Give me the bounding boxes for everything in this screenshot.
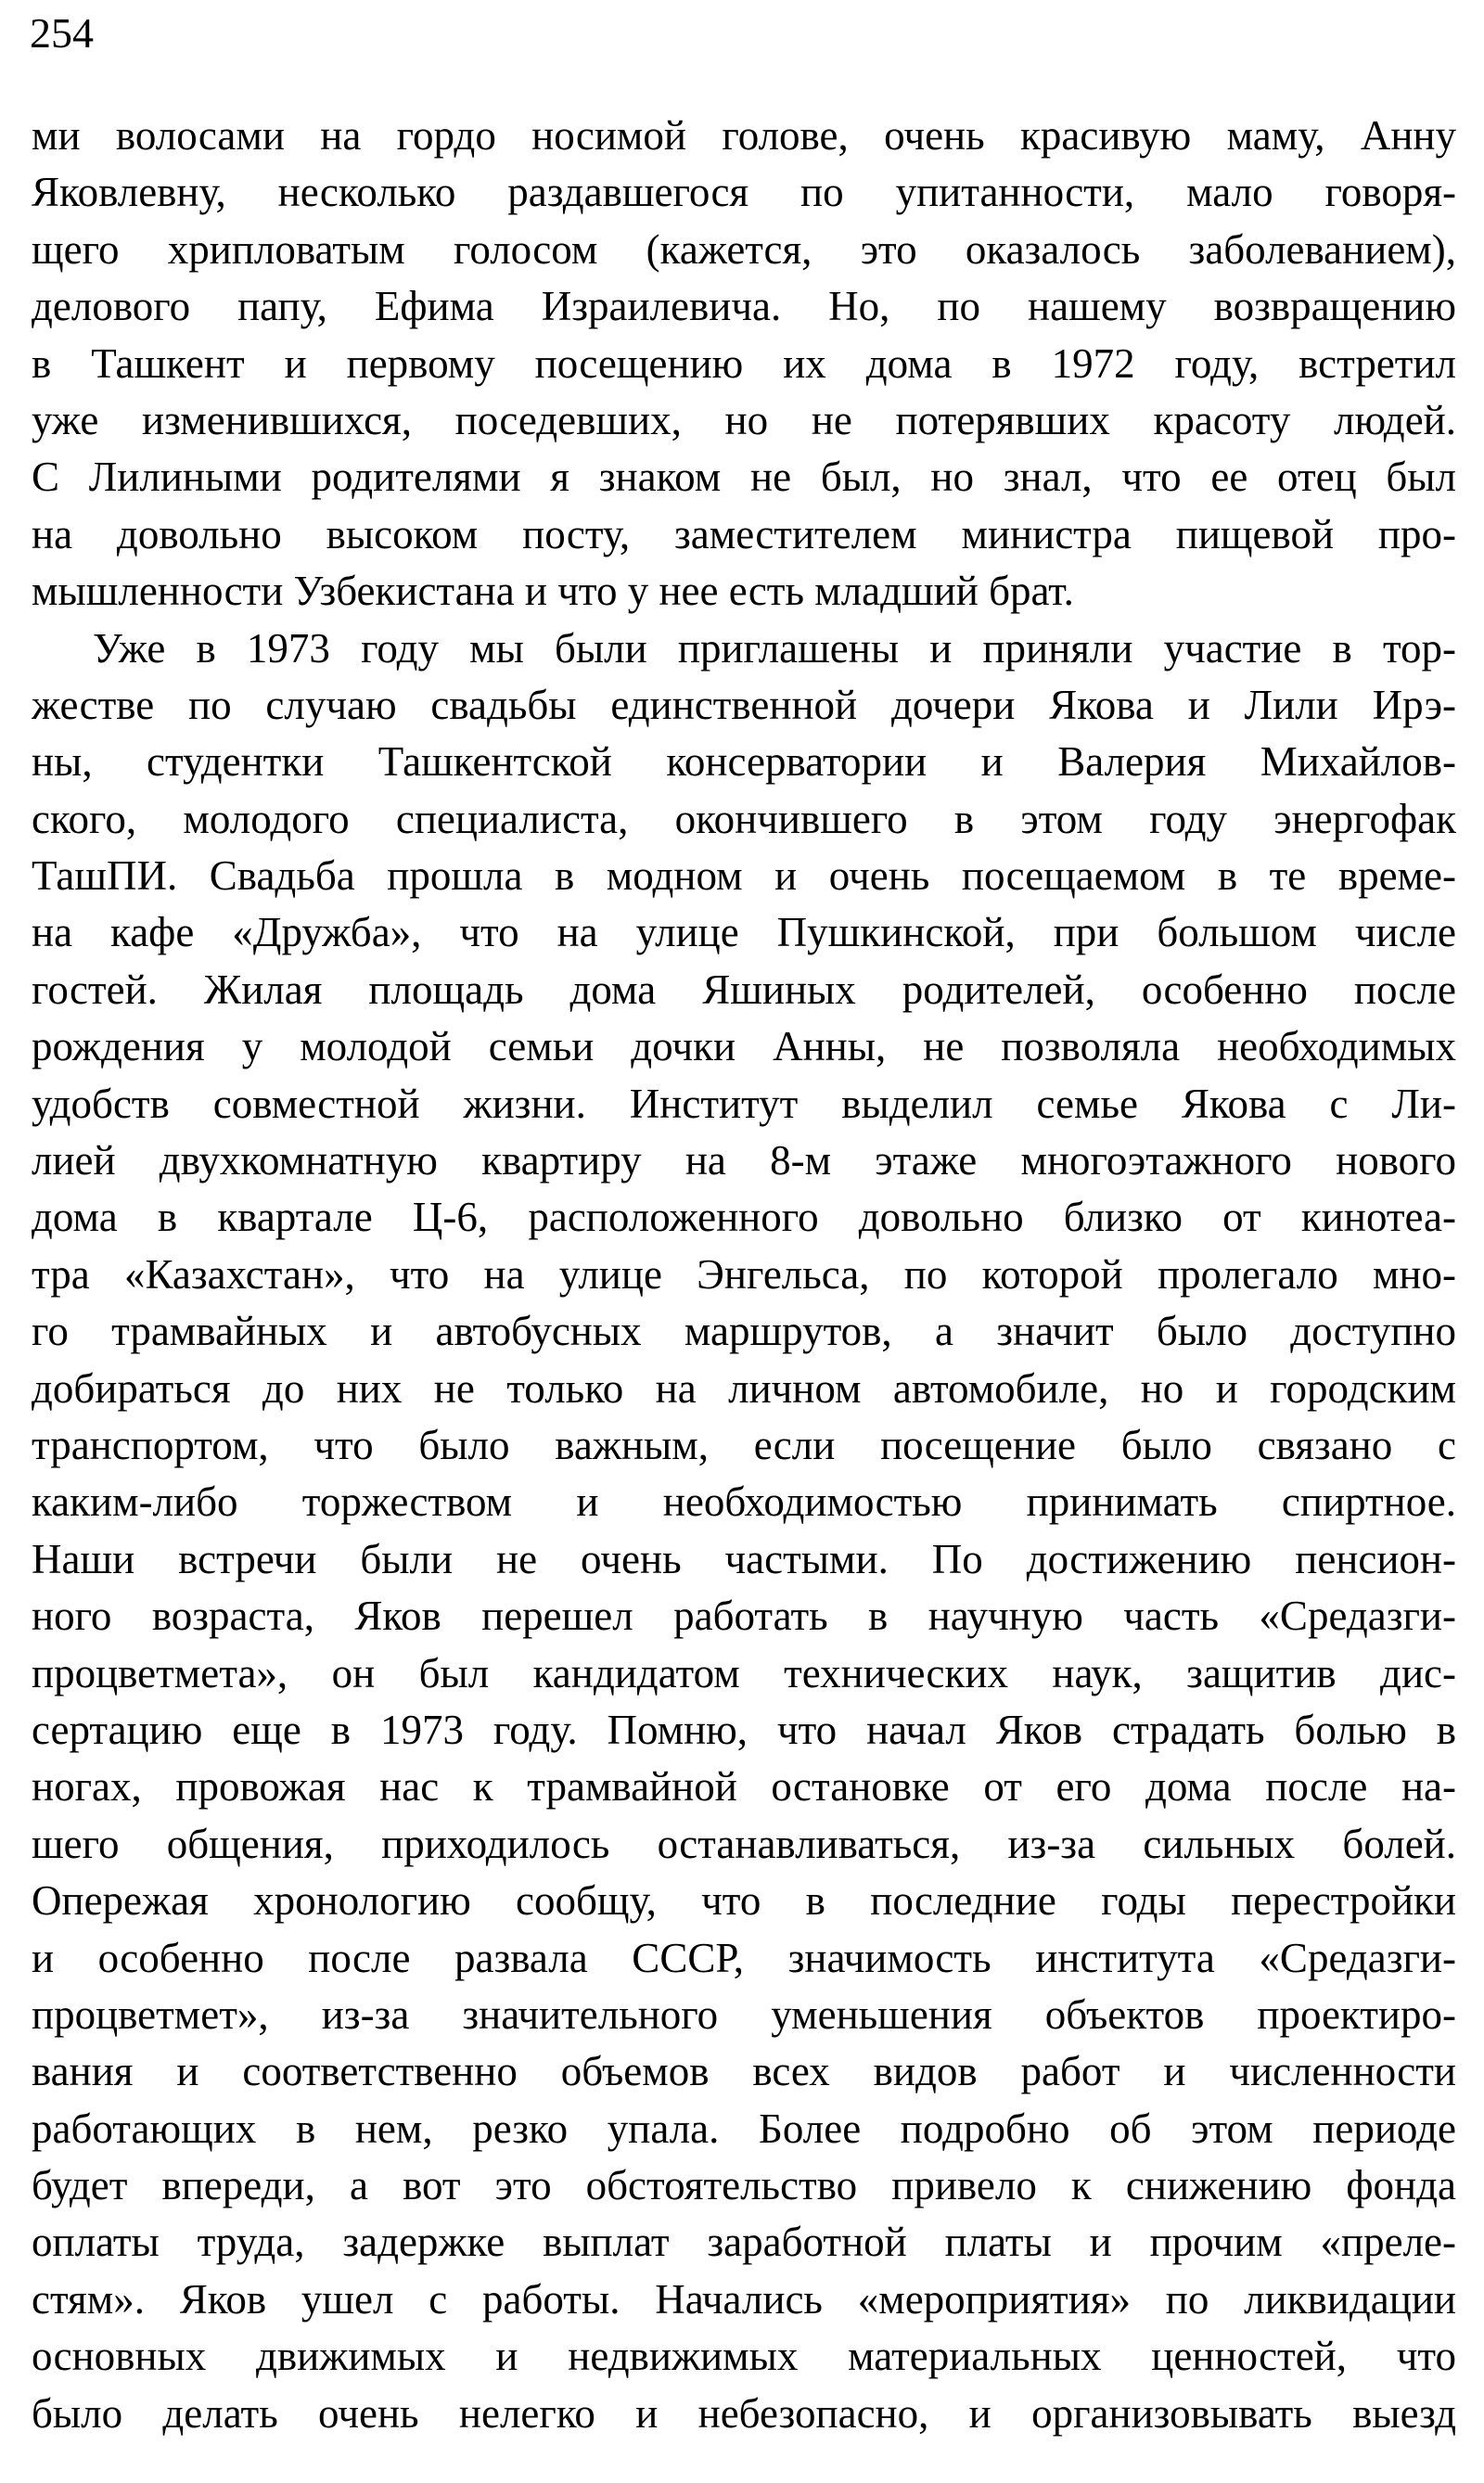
text-line: Яковлевну, несколько раздавшегося по упитанности, мало говоря- <box>32 169 1456 216</box>
text-line: ны, студентки Ташкентской консерватории и Валерия Михайлов- <box>32 738 1456 786</box>
text-line: будет впереди, а вот это обстоятельство привело к снижению фонда <box>32 2162 1456 2209</box>
text-line: работающих в нем, резко упала. Более подробно об этом периоде <box>32 2105 1456 2152</box>
text-line: и особенно после развала СССР, значимость института «Средазги- <box>32 1934 1456 1981</box>
text-line: основных движимых и недвижимых материальных ценностей, что <box>32 2333 1456 2380</box>
text-line: ТашПИ. Свадьба прошла в модном и очень посещаемом в те време- <box>32 852 1456 900</box>
text-line: было делать очень нелегко и небезопасно, и организовывать выезд <box>32 2389 1456 2437</box>
paragraph-1 <box>32 108 1456 621</box>
text-line: уже изменившихся, поседевших, но не потерявших красоту людей. <box>32 396 1456 443</box>
text-line: гостей. Жилая площадь дома Яшиных родителей, особенно после <box>32 966 1456 1013</box>
text-line: го трамвайных и автобусных маршрутов, а значит было доступно <box>32 1308 1456 1355</box>
text-line: шего общения, приходилось останавливаться, из-за сильных болей. <box>32 1820 1456 1867</box>
text-line: транспортом, что было важным, если посещение было связано с <box>32 1421 1456 1468</box>
text-line: оплаты труда, задержке выплат заработной платы и прочим «преле- <box>32 2219 1456 2266</box>
text-line: рождения у молодой семьи дочки Анны, не позволяла необходимых <box>32 1023 1456 1070</box>
text-line: вания и соответственно объемов всех видов работ и численности <box>32 2048 1456 2095</box>
text-line: С Лилиными родителями я знаком не был, но знал, что ее отец был <box>32 454 1456 501</box>
text-line: дома в квартале Ц-6, расположенного довольно близко от кинотеа- <box>32 1194 1456 1241</box>
text-line: Опережая хронологию сообщу, что в последние годы перестройки <box>32 1877 1456 1925</box>
text-line: ского, молодого специалиста, окончившего в этом году энергофак <box>32 795 1456 842</box>
text-line: добираться до них не только на личном автомобиле, но и городским <box>32 1364 1456 1412</box>
text-line: мышленности Узбекистана и что у нее есть младший брат. <box>32 568 1074 615</box>
text-line: ного возраста, Яков перешел работать в научную часть «Средазги- <box>32 1593 1456 1640</box>
text-line: на довольно высоком посту, заместителем министра пищевой про- <box>32 510 1456 557</box>
text-line: тра «Казахстан», что на улице Энгельса, по которой пролегало мно- <box>32 1250 1456 1298</box>
text-line: процветмет», из-за значительного уменьшения объектов проектиро- <box>32 1990 1456 2038</box>
text-line: на кафе «Дружба», что на улице Пушкинской, при большом числе <box>32 909 1456 956</box>
page-number: 254 <box>30 9 94 57</box>
text-line: каким-либо торжеством и необходимостью принимать спиртное. <box>32 1478 1456 1526</box>
text-line: лией двухкомнатную квартиру на 8-м этаже многоэтажного нового <box>32 1137 1456 1184</box>
text-line: Наши встречи были не очень частыми. По достижению пенсион- <box>32 1535 1456 1582</box>
text-line: в Ташкент и первому посещению их дома в 1972 году, встретил <box>32 339 1456 387</box>
text-line: ми волосами на гордо носимой голове, очень красивую маму, Анну <box>32 112 1456 159</box>
text-line: удобств совместной жизни. Институт выделил семье Якова с Ли- <box>32 1080 1456 1127</box>
text-line: Уже в 1973 году мы были приглашены и приняли участие в тор- <box>93 624 1456 672</box>
text-line: делового папу, Ефима Израилевича. Но, по нашему возвращению <box>32 283 1456 330</box>
text-line: ногах, провожая нас к трамвайной остановке от его дома после на- <box>32 1763 1456 1811</box>
text-line: процветмета», он был кандидатом технических наук, защитив дис- <box>32 1649 1456 1696</box>
text-line: щего хрипловатым голосом (кажется, это оказалось заболеванием), <box>32 225 1456 273</box>
paragraph-2 <box>32 621 1456 2443</box>
text-line: жестве по случаю свадьбы единственной дочери Якова и Лили Ирэ- <box>32 681 1456 728</box>
body-text <box>32 108 1456 2442</box>
text-line: стям». Яков ушел с работы. Начались «мероприятия» по ликвидации <box>32 2275 1456 2323</box>
text-line: сертацию еще в 1973 году. Помню, что начал Яков страдать болью в <box>32 1706 1456 1753</box>
